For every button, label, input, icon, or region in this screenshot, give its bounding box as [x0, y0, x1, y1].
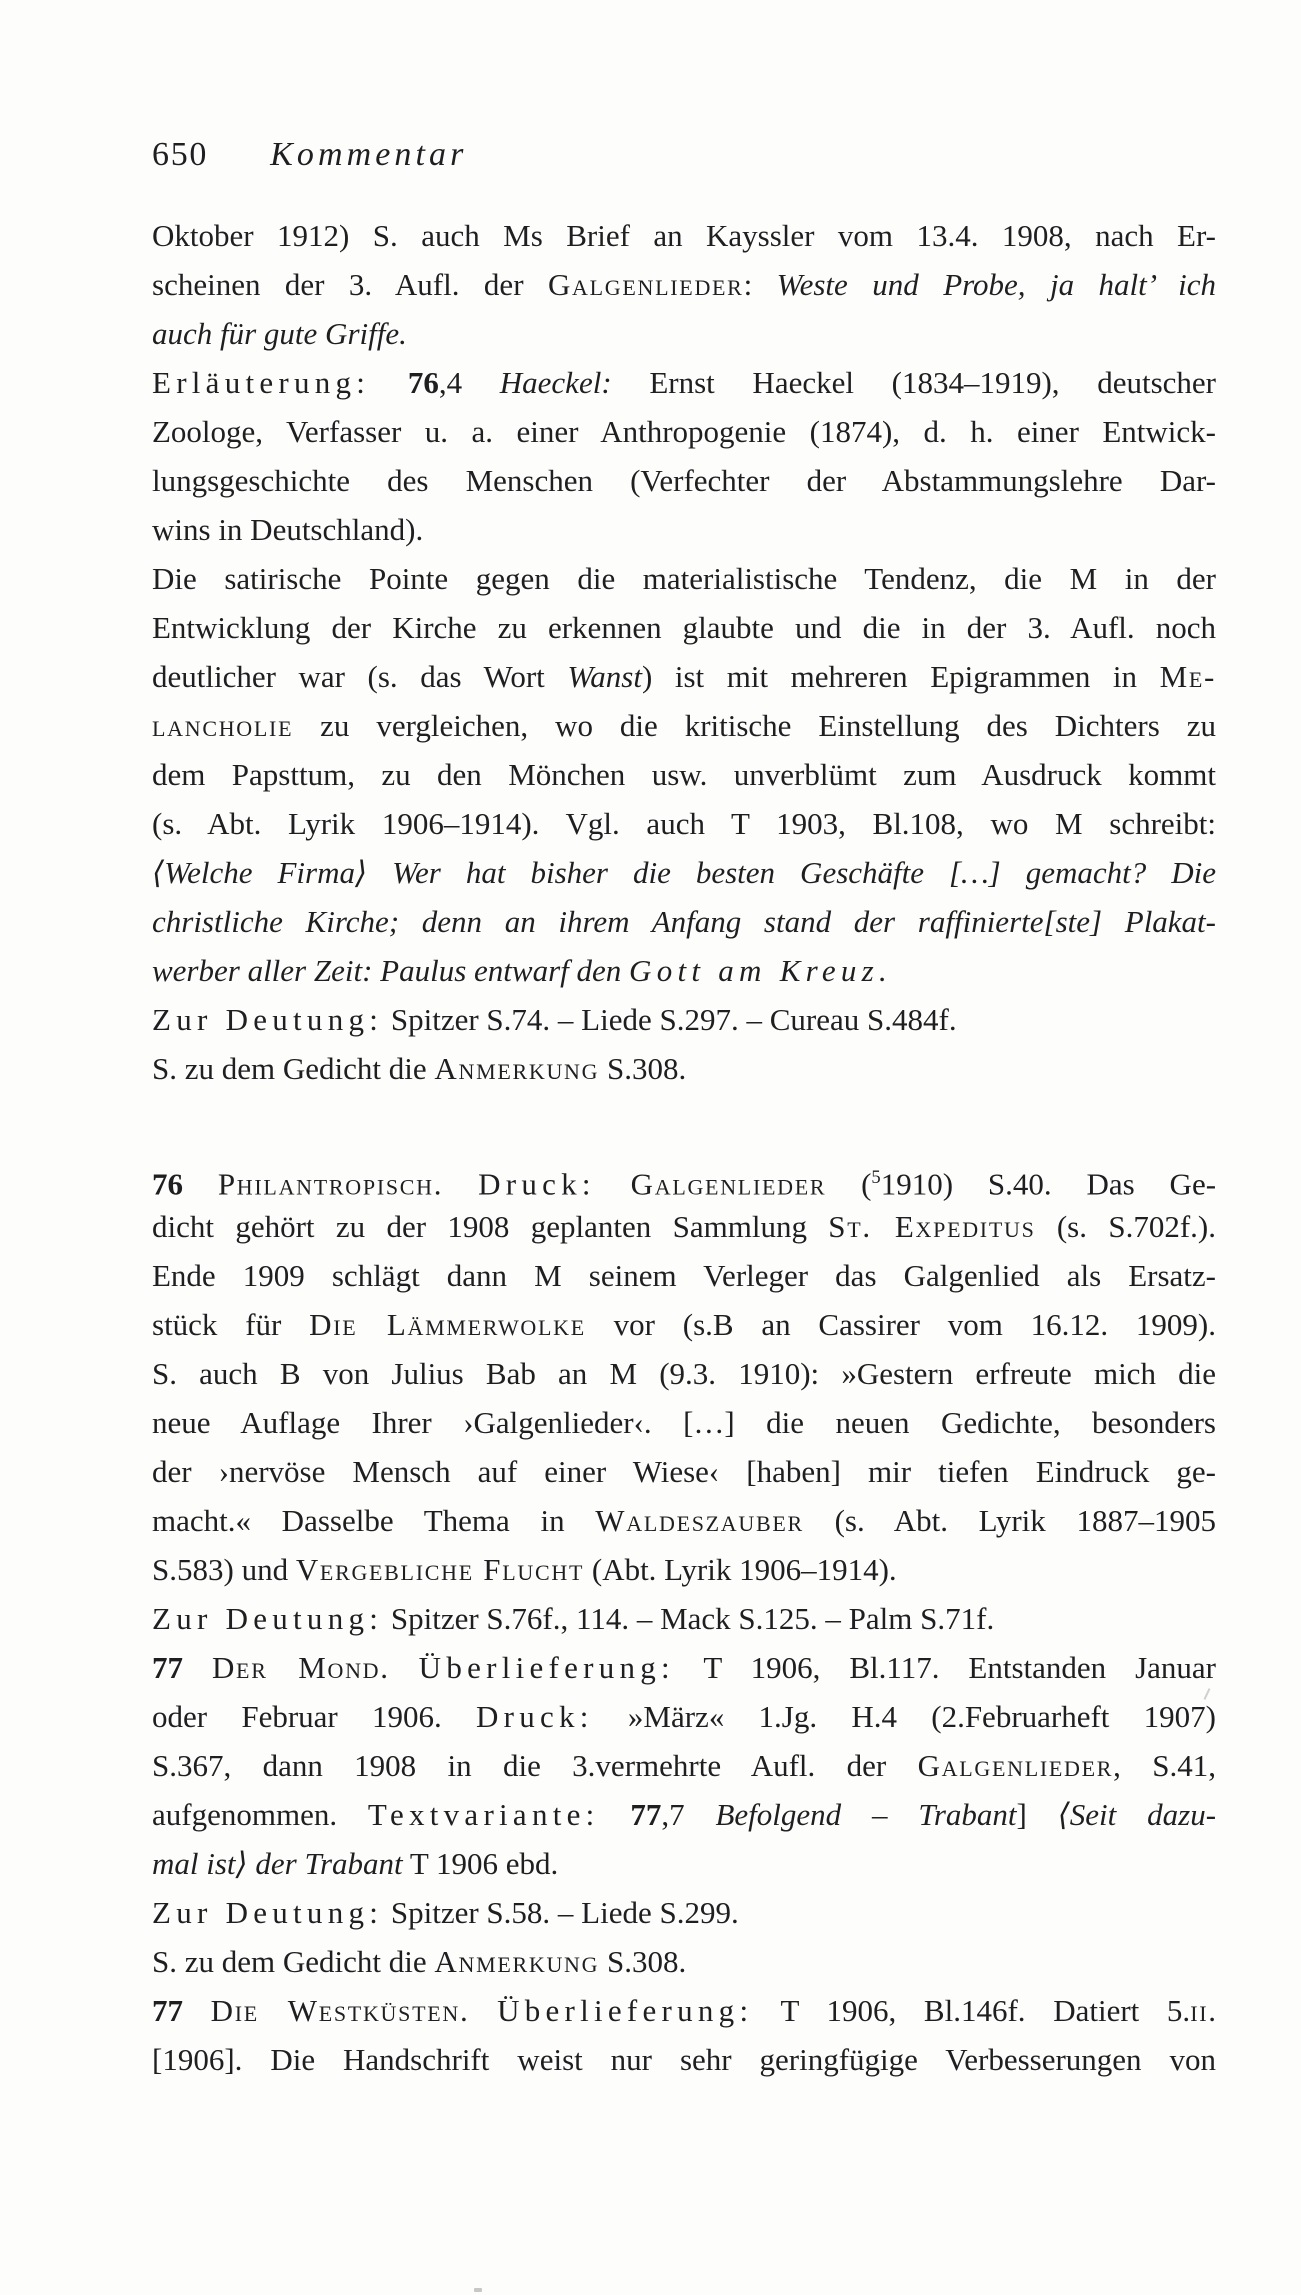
text-segment: ,4	[438, 365, 500, 400]
text-segment: Anmerkung	[434, 1051, 600, 1086]
text-segment: Zur Deutung:	[152, 1895, 384, 1930]
text-segment: Zur Deutung:	[152, 1002, 384, 1037]
text-line	[152, 1251, 1216, 1300]
text-line	[152, 407, 1216, 456]
text-segment: ⟨Seit dazu-	[1057, 1797, 1217, 1832]
text-segment: Textvariante:	[367, 1797, 600, 1832]
text-segment: 77	[152, 1650, 183, 1685]
text-segment: Vergebliche Flucht	[295, 1552, 585, 1587]
text-segment: Befolgend – Trabant	[715, 1797, 1017, 1832]
running-header	[152, 130, 1216, 179]
text-line	[152, 1300, 1216, 1349]
text-segment: aufgenommen.	[152, 1797, 368, 1832]
text-segment: Zur Deutung:	[152, 1601, 384, 1636]
text-segment: T 1906, Bl.117. Entstanden Januar	[674, 1650, 1217, 1685]
text-line	[152, 2035, 1216, 2084]
text-segment: dicht gehört zu der 1908 geplanten Sammlung	[152, 1209, 829, 1244]
text-segment: vor (s.B an Cassirer vom 16.12. 1909).	[585, 1307, 1216, 1342]
text-segment	[596, 1166, 631, 1201]
text-segment	[183, 1166, 218, 1201]
text-segment: zu vergleichen, wo die kritische Einstellung des Dichters zu	[293, 708, 1216, 743]
text-segment: auch für gute Griffe.	[152, 316, 407, 351]
text-line	[152, 1986, 1216, 2035]
text-line	[152, 1937, 1216, 1986]
paragraph	[152, 1643, 1216, 1986]
text-line	[152, 1594, 1216, 1643]
text-segment	[390, 1650, 419, 1685]
paragraph	[152, 1153, 1216, 1643]
text-segment: Waldeszauber	[595, 1503, 804, 1538]
text-segment: [1906]. Die Handschrift weist nur sehr geringfügige Verbesserungen von	[152, 2042, 1216, 2077]
text-segment: S. zu dem Gedicht die	[152, 1051, 435, 1086]
text-segment: T 1906 ebd.	[402, 1846, 559, 1881]
text-segment: 5	[871, 1167, 881, 1188]
text-line	[152, 505, 1216, 554]
text-segment: deutlicher war (s. das Wort	[152, 659, 568, 694]
text-line	[152, 897, 1216, 946]
text-segment: Ernst Haeckel (1834–1919), deutscher	[611, 365, 1216, 400]
text-line	[152, 1790, 1216, 1839]
text-line	[152, 1044, 1216, 1093]
text-segment: christliche Kirche; denn an ihrem Anfang stand der raffinierte[ste] Plakat-	[152, 904, 1216, 939]
text-segment: mal ist⟩ der Trabant	[152, 1846, 403, 1881]
text-segment: (	[826, 1166, 872, 1202]
text-segment: :	[743, 267, 777, 302]
text-segment: St. Expeditus	[828, 1209, 1036, 1244]
text-column	[152, 211, 1216, 2084]
text-segment: Galgenlieder	[630, 1166, 827, 1202]
text-line	[152, 1202, 1216, 1251]
text-segment: Der Mond.	[211, 1650, 390, 1685]
text-segment: Druck:	[475, 1699, 594, 1734]
text-segment: 76	[152, 1166, 183, 1202]
text-segment	[443, 1166, 478, 1201]
text-line	[152, 701, 1216, 750]
text-segment: Spitzer S.74. – Liede S.297. – Cureau S.484f.	[383, 1002, 957, 1037]
text-line	[152, 1888, 1216, 1937]
text-segment: Spitzer S.58. – Liede S.299.	[383, 1895, 739, 1930]
scan-speck-bottom	[474, 2288, 482, 2292]
text-line	[152, 1447, 1216, 1496]
text-segment: 1910) S.40. Das Ge-	[880, 1166, 1217, 1202]
text-segment: .	[878, 953, 887, 988]
text-line	[152, 1839, 1216, 1888]
text-line	[152, 603, 1216, 652]
text-line	[152, 1398, 1216, 1447]
text-segment: (Abt. Lyrik 1906–1914).	[584, 1552, 897, 1587]
text-segment: ]	[1016, 1797, 1058, 1832]
text-line	[152, 211, 1216, 260]
text-segment: Galgenlieder	[547, 267, 744, 302]
text-segment: Wanst	[567, 659, 642, 694]
text-segment: (s. Abt. Lyrik 1887–1905	[803, 1503, 1216, 1538]
text-line	[152, 260, 1216, 309]
text-segment: Die Lämmerwolke	[309, 1307, 586, 1342]
text-segment: macht.« Dasselbe Thema in	[152, 1503, 596, 1538]
text-line	[152, 1741, 1216, 1790]
text-segment: scheinen der 3. Aufl. der	[152, 267, 548, 302]
text-segment: wins in Deutschland).	[152, 512, 424, 547]
text-segment: 77	[152, 1993, 183, 2028]
text-segment: Anmerkung	[434, 1944, 600, 1979]
text-segment	[183, 1993, 211, 2028]
text-segment: oder Februar 1906.	[152, 1699, 476, 1734]
text-segment: S. auch B von Julius Bab an M (9.3. 1910): »Gestern erfreute mich die	[152, 1356, 1216, 1391]
text-segment: S.308.	[599, 1051, 687, 1086]
text-segment: Philantropisch.	[217, 1166, 444, 1202]
text-line	[152, 1349, 1216, 1398]
text-segment: neue Auflage Ihrer ›Galgenlieder‹. […] die neuen Gedichte, besonders	[152, 1405, 1216, 1440]
text-segment: stück für	[152, 1307, 310, 1342]
text-segment: 76	[407, 365, 439, 400]
text-line	[152, 1496, 1216, 1545]
text-segment	[600, 1797, 631, 1832]
text-segment: ) ist mit mehreren Epigrammen in	[641, 659, 1160, 694]
text-segment: Die Westküsten.	[210, 1993, 470, 2028]
text-segment: ,7	[661, 1797, 716, 1832]
text-segment: Ende 1909 schlägt dann M seinem Verleger das Galgenlied als Ersatz-	[152, 1258, 1216, 1293]
text-segment: Zoologe, Verfasser u. a. einer Anthropogenie (1874), d. h. einer Entwick-	[152, 414, 1216, 449]
text-line	[152, 456, 1216, 505]
text-segment	[370, 365, 408, 400]
text-line	[152, 799, 1216, 848]
text-segment: , S.41,	[1113, 1748, 1216, 1783]
text-segment: Oktober 1912) S. auch Ms Brief an Kayssler vom 13.4. 1908, nach Er-	[152, 218, 1216, 253]
text-segment: werber aller Zeit: Paulus entwarf den	[152, 953, 630, 988]
text-segment: ii	[1190, 1993, 1209, 2028]
text-line	[152, 1545, 1216, 1594]
paragraph	[152, 211, 1216, 358]
text-segment: Me-	[1159, 659, 1217, 694]
page-number: 650	[152, 136, 209, 173]
text-segment: (s. S.702f.).	[1035, 1209, 1216, 1244]
text-line	[152, 652, 1216, 701]
text-segment: Die satirische Pointe gegen die materialistische Tendenz, die M in der	[152, 561, 1216, 596]
text-segment: T 1906, Bl.146f. Datiert 5.	[753, 1993, 1191, 2028]
text-segment: Galgenlieder	[917, 1748, 1114, 1783]
running-head-title: Kommentar	[270, 136, 468, 173]
text-segment: S.308.	[599, 1944, 687, 1979]
text-segment: lungsgeschichte des Menschen (Verfechter der Abstammungslehre Dar-	[152, 463, 1216, 498]
text-segment: Überlieferung:	[418, 1650, 675, 1685]
text-segment: Weste und Probe, ja halt’ ich	[776, 267, 1216, 302]
text-line	[152, 1643, 1216, 1692]
text-segment: S. zu dem Gedicht die	[152, 1944, 435, 1979]
text-line	[152, 554, 1216, 603]
text-segment: »März« 1.Jg. H.4 (2.Februarheft 1907)	[593, 1699, 1216, 1734]
text-line	[152, 309, 1216, 358]
text-segment: Haeckel:	[499, 365, 612, 400]
text-segment: Druck:	[478, 1166, 596, 1202]
text-segment: (s. Abt. Lyrik 1906–1914). Vgl. auch T 1903, Bl.108, wo M schreibt:	[152, 806, 1216, 841]
text-segment: Entwicklung der Kirche zu erkennen glaubte und die in der 3. Aufl. noch	[152, 610, 1216, 645]
text-line	[152, 1153, 1216, 1202]
text-segment: .	[1208, 1993, 1216, 2028]
text-segment: Überlieferung:	[497, 1993, 754, 2028]
text-segment: dem Papsttum, zu den Mönchen usw. unverblümt zum Ausdruck kommt	[152, 757, 1216, 792]
text-segment	[183, 1650, 212, 1685]
text-line	[152, 750, 1216, 799]
text-segment: S.583) und	[152, 1552, 296, 1587]
text-line	[152, 1692, 1216, 1741]
text-segment: Gott am Kreuz	[629, 953, 879, 988]
text-segment: der ›nervöse Mensch auf einer Wiese‹ [haben] mir tiefen Eindruck ge-	[152, 1454, 1216, 1489]
text-segment: 77	[630, 1797, 662, 1832]
text-segment: ⟨Welche Firma⟩ Wer hat bisher die besten Geschäfte […] gemacht? Die	[152, 855, 1216, 890]
text-segment	[469, 1993, 497, 2028]
paragraph	[152, 554, 1216, 1093]
text-line	[152, 848, 1216, 897]
text-line	[152, 995, 1216, 1044]
text-segment: S.367, dann 1908 in die 3.vermehrte Aufl. der	[152, 1748, 918, 1783]
paragraph	[152, 358, 1216, 554]
text-line	[152, 358, 1216, 407]
text-segment: lancholie	[152, 708, 294, 743]
text-line	[152, 946, 1216, 995]
text-segment: Spitzer S.76f., 114. – Mack S.125. – Palm S.71f.	[383, 1601, 995, 1636]
text-segment: Erläuterung:	[152, 365, 371, 400]
paragraph	[152, 1986, 1216, 2084]
